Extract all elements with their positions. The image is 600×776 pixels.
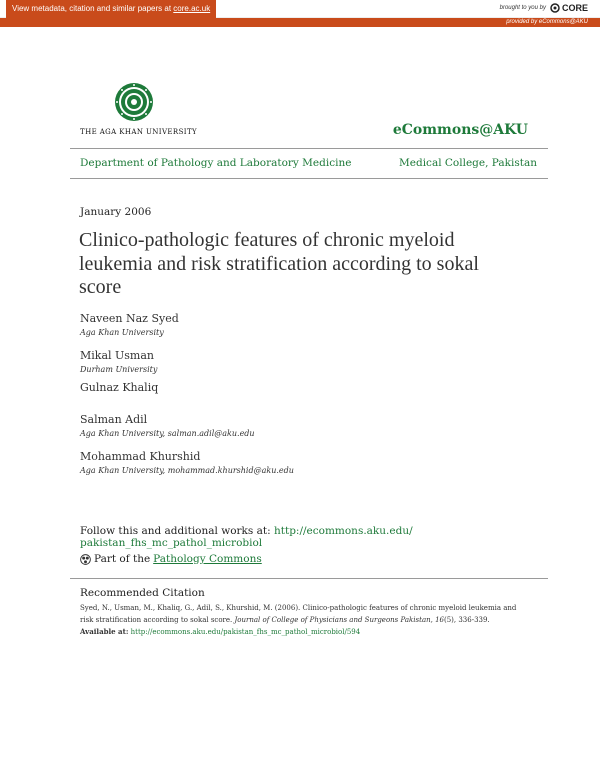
article-title: Clinico-pathologic features of chronic myeloid leukemia and risk stratification according to sokal score [79, 229, 479, 298]
author-affiliation: Aga Khan University, salman.adil@aku.edu [80, 429, 255, 438]
aku-logo [80, 82, 198, 140]
author-name: Mohammad Khurshid [80, 450, 201, 463]
core-metadata-link[interactable] [6, 0, 216, 18]
core-logo-label: CORE [561, 3, 588, 13]
core-brought-text: brought to you by [499, 5, 546, 11]
publication-date: January 2006 [80, 206, 152, 218]
follow-url[interactable]: http://ecommons.aku.edu/ [274, 525, 413, 537]
author-name: Salman Adil [80, 413, 148, 426]
citation-text [80, 602, 525, 638]
citation-pages: (5), 336-339. [443, 616, 490, 624]
ecommons-logo[interactable]: eCommons@AKU [392, 122, 528, 138]
core-link-prefix: View metadata, citation and similar papers at [12, 4, 174, 13]
college-link[interactable]: Medical College, Pakistan [399, 157, 537, 169]
citation-divider [70, 578, 548, 579]
commons-network-icon [80, 554, 91, 565]
author-name: Mikal Usman [80, 349, 155, 362]
header-divider-bottom [70, 178, 548, 179]
citation-authors: Syed, N., Usman, M., Khaliq, G., Adil, S., Khurshid, M. (2006). Clinico-pathologic features of chronic myeloid leukemia and risk stratification according to sokal score. [80, 604, 517, 624]
author-name: Gulnaz Khaliq [80, 381, 159, 394]
author-affiliation: Aga Khan University, mohammad.khurshid@aku.edu [80, 466, 294, 475]
core-banner [0, 0, 600, 27]
citation-journal: Journal of College of Physicians and Surgeons Pakistan, 16 [234, 616, 444, 624]
recommended-citation-heading: Recommended Citation [80, 587, 205, 599]
core-provided-strip [0, 18, 600, 27]
author-affiliation: Durham University [80, 365, 158, 374]
available-label: Available at: [80, 627, 129, 636]
core-link-text[interactable]: core.ac.uk [173, 4, 211, 13]
aku-emblem-icon [114, 82, 154, 122]
part-of-line [80, 553, 262, 565]
follow-text: Follow this and additional works at: [80, 525, 274, 537]
author-affiliation: Aga Khan University [80, 328, 164, 337]
part-of-text: Part of the [94, 553, 151, 565]
core-logo[interactable] [550, 3, 588, 13]
header-divider-top [70, 148, 548, 149]
university-name: THE AGA KHAN UNIVERSITY [80, 128, 198, 136]
core-logo-icon [550, 3, 560, 13]
author-name: Naveen Naz Syed [80, 312, 179, 325]
core-top-strip [0, 0, 600, 18]
department-link[interactable]: Department of Pathology and Laboratory Medicine [80, 157, 352, 169]
core-brought-by [500, 3, 588, 13]
follow-url-continued[interactable]: pakistan_fhs_mc_pathol_microbiol [80, 537, 263, 549]
core-provided-by: provided by eCommons@AKU [506, 19, 588, 25]
citation-url[interactable]: http://ecommons.aku.edu/pakistan_fhs_mc_pathol_microbiol/594 [130, 628, 361, 636]
pathology-commons-link[interactable]: Pathology Commons [153, 553, 262, 565]
